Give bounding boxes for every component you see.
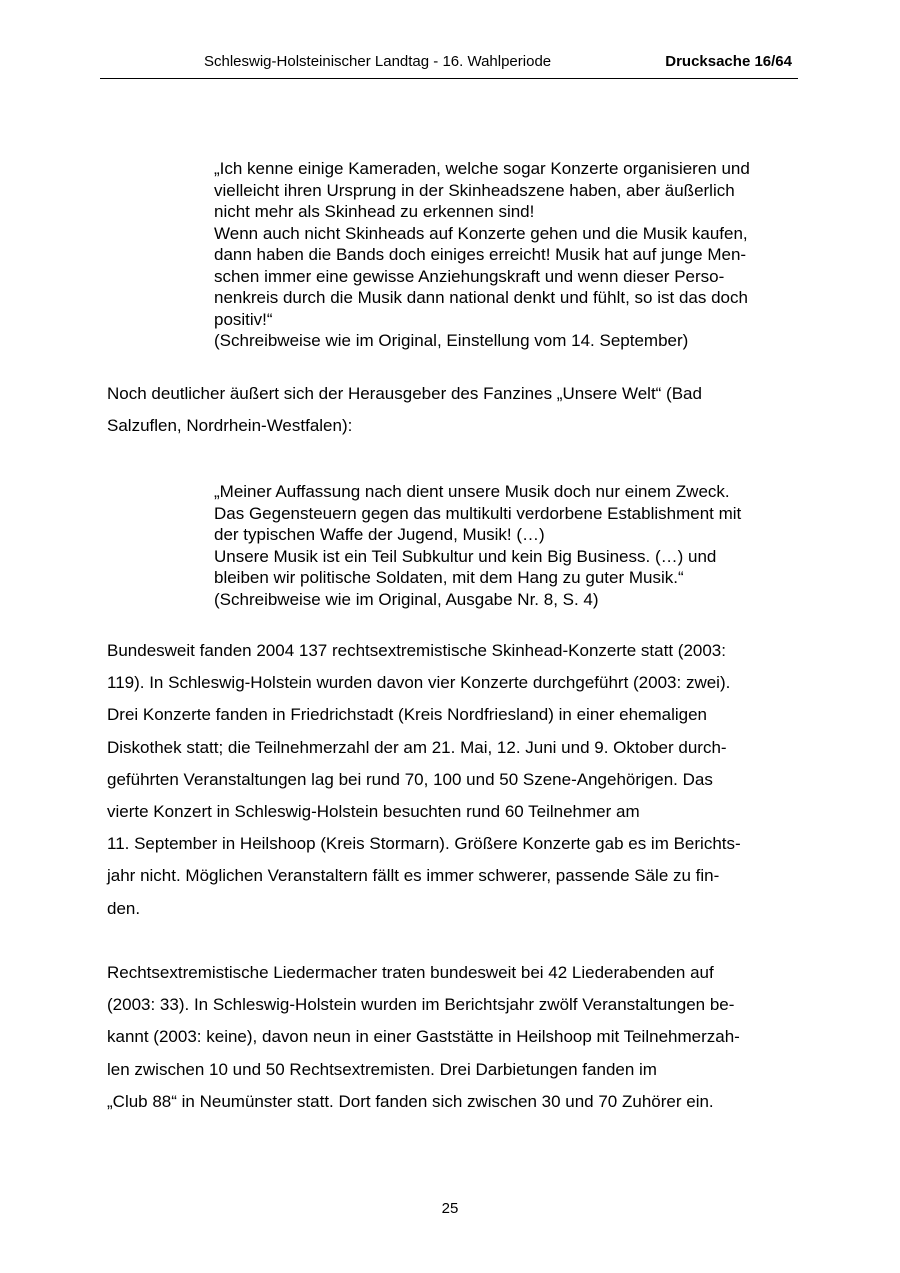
quote-line: bleiben wir politische Soldaten, mit dem Hang zu guter Musik.“ bbox=[214, 568, 684, 587]
quote-line: nicht mehr als Skinhead zu erkennen sind! bbox=[214, 202, 535, 221]
paragraph-line: (2003: 33). In Schleswig-Holstein wurden im Berichtsjahr zwölf Veranstaltungen be- bbox=[107, 995, 735, 1015]
quote-line: dann haben die Bands doch einiges erreicht! Musik hat auf junge Men- bbox=[214, 245, 747, 264]
quote-line: positiv!“ bbox=[214, 309, 273, 329]
quote-source: (Schreibweise wie im Original, Ausgabe Nr. 8, S. 4) bbox=[214, 589, 599, 609]
paragraph-line: den. bbox=[107, 898, 141, 918]
paragraph-line: len zwischen 10 und 50 Rechtsextremisten. Drei Darbietungen fanden im bbox=[107, 1059, 657, 1079]
quote-line: der typischen Waffe der Jugend, Musik! (…) bbox=[214, 525, 545, 544]
paragraph-line: Diskothek statt; die Teilnehmerzahl der am 21. Mai, 12. Juni und 9. Oktober durch- bbox=[107, 737, 727, 757]
paragraph-line: Bundesweit fanden 2004 137 rechtsextremistische Skinhead-Konzerte statt (2003: bbox=[107, 641, 726, 660]
block-quote-1 bbox=[214, 158, 799, 352]
paragraph-line: „Club 88“ in Neumünster statt. Dort fanden sich zwischen 30 und 70 Zuhörer ein. bbox=[107, 1091, 714, 1111]
block-quote-2 bbox=[214, 481, 799, 610]
paragraph-line: vierte Konzert in Schleswig-Holstein besuchten rund 60 Teilnehmer am bbox=[107, 802, 640, 822]
paragraph-line: Noch deutlicher äußert sich der Herausgeber des Fanzines „Unsere Welt“ (Bad bbox=[107, 384, 702, 403]
paragraph-line: kannt (2003: keine), davon neun in einer Gaststätte in Heilshoop mit Teilnehmerzah- bbox=[107, 1027, 740, 1047]
quote-line: Das Gegensteuern gegen das multikulti verdorbene Establishment mit bbox=[214, 503, 742, 523]
paragraph-3 bbox=[107, 957, 797, 1118]
header-title: Schleswig-Holsteinischer Landtag - 16. Wahlperiode bbox=[204, 53, 552, 70]
quote-line: Unsere Musik ist ein Teil Subkultur und kein Big Business. (…) und bbox=[214, 546, 717, 566]
paragraph-line: Salzuflen, Nordrhein-Westfalen): bbox=[107, 416, 353, 436]
quote-line: Wenn auch nicht Skinheads auf Konzerte gehen und die Musik kaufen, bbox=[214, 223, 748, 243]
paragraph-line: 119). In Schleswig-Holstein wurden davon vier Konzerte durchgeführt (2003: zwei). bbox=[107, 673, 731, 693]
page-number: 25 bbox=[441, 1200, 459, 1217]
quote-line: „Ich kenne einige Kameraden, welche sogar Konzerte organisieren und bbox=[214, 159, 750, 178]
quote-line: nenkreis durch die Musik dann national denkt und fühlt, so ist das doch bbox=[214, 288, 748, 307]
paragraph-2 bbox=[107, 635, 797, 925]
paragraph-line: jahr nicht. Möglichen Veranstaltern fällt es immer schwerer, passende Säle zu fin- bbox=[107, 866, 720, 886]
page-header bbox=[100, 50, 798, 79]
quote-source: (Schreibweise wie im Original, Einstellung vom 14. September) bbox=[214, 331, 689, 350]
quote-line: „Meiner Auffassung nach dient unsere Musik doch nur einem Zweck. bbox=[214, 482, 730, 501]
paragraph-line: geführten Veranstaltungen lag bei rund 70, 100 und 50 Szene-Angehörigen. Das bbox=[107, 769, 713, 789]
quote-line: schen immer eine gewisse Anziehungskraft und wenn dieser Perso- bbox=[214, 266, 725, 286]
document-number: Drucksache 16/64 bbox=[665, 53, 792, 70]
quote-line: vielleicht ihren Ursprung in der Skinheadszene haben, aber äußerlich bbox=[214, 180, 735, 200]
paragraph-line: Drei Konzerte fanden in Friedrichstadt (Kreis Nordfriesland) in einer ehemaligen bbox=[107, 705, 708, 725]
paragraph-line: 11. September in Heilshoop (Kreis Stormarn). Größere Konzerte gab es im Berichts- bbox=[107, 834, 741, 854]
paragraph-1 bbox=[107, 378, 797, 442]
paragraph-line: Rechtsextremistische Liedermacher traten bundesweit bei 42 Liederabenden auf bbox=[107, 963, 714, 982]
